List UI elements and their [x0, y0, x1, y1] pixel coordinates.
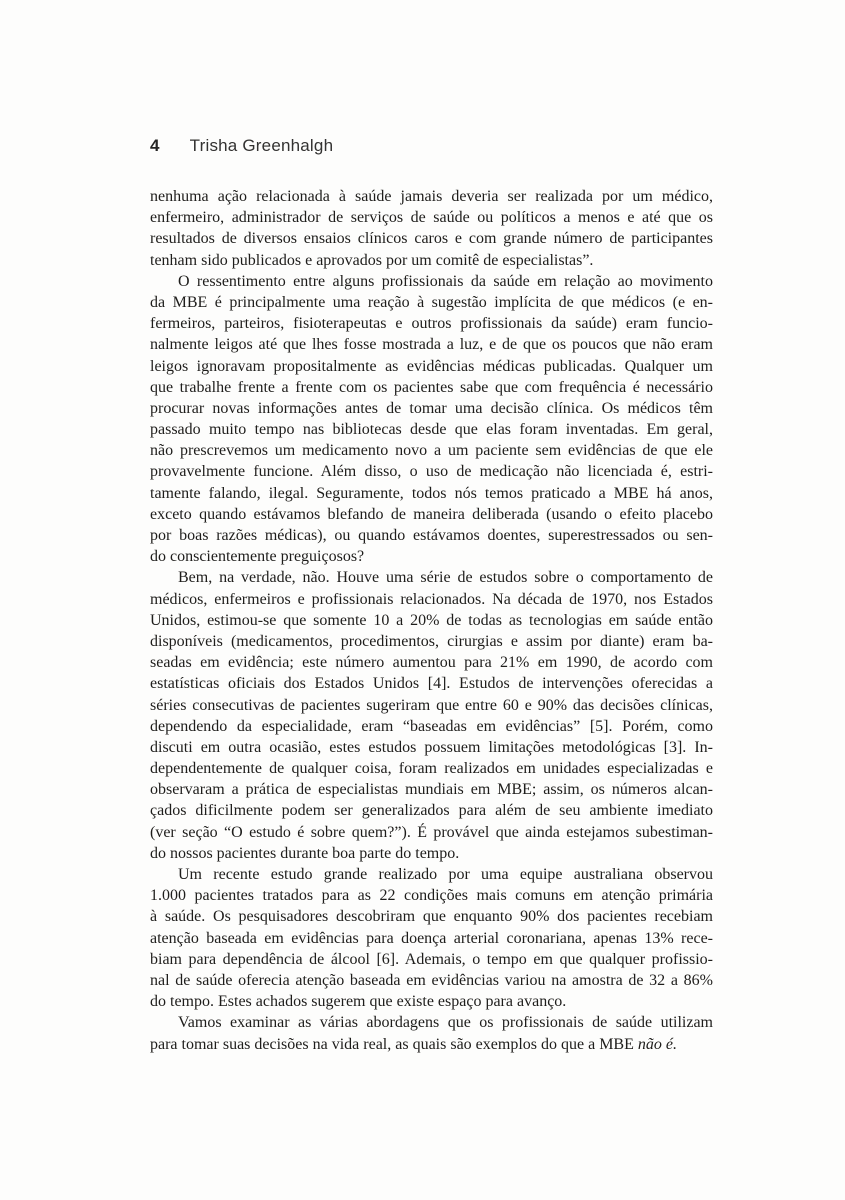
text-line — [150, 800, 713, 821]
text-line — [150, 186, 713, 207]
text-segment: O ressentimento entre alguns profissionais da saúde em relação ao movimento — [178, 272, 713, 290]
text-segment: séries consecutivas de pacientes sugeriram que entre 60 e 90% das decisões clínicas, — [150, 696, 713, 714]
text-segment: fermeiros, parteiros, fisioterapeutas e outros profissionais da saúde) eram funcio- — [150, 315, 713, 333]
text-line — [150, 207, 713, 228]
text-line — [150, 631, 713, 652]
italic-text: não é. — [637, 1035, 677, 1053]
page-header — [150, 136, 333, 156]
text-line — [150, 377, 713, 398]
text-line — [150, 356, 713, 377]
text-segment: tenham sido publicados e aprovados por um comitê de especialistas”. — [150, 251, 594, 269]
text-segment: que trabalhe frente a frente com os pacientes sabe que com frequência é necessário — [150, 378, 713, 396]
text-segment: seadas em evidência; este número aumentou para 21% em 1990, de acordo com — [150, 654, 713, 672]
text-line — [150, 1034, 713, 1055]
text-line — [150, 991, 713, 1012]
text-line — [150, 461, 713, 482]
text-segment: estatísticas oficiais dos Estados Unidos [4]. Estudos de intervenções oferecidas a — [150, 675, 713, 693]
text-line — [150, 228, 713, 249]
text-segment: do tempo. Estes achados sugerem que existe espaço para avanço. — [150, 993, 567, 1011]
text-line — [150, 589, 713, 610]
text-segment: passado muito tempo nas bibliotecas desde que elas foram inventadas. Em geral, — [150, 421, 713, 439]
text-line — [150, 652, 713, 673]
text-segment: exceto quando estávamos blefando de maneira deliberada (usando o efeito placebo — [150, 505, 713, 523]
text-line — [150, 313, 713, 334]
text-line — [150, 885, 713, 906]
text-line — [150, 843, 713, 864]
text-line — [150, 525, 713, 546]
text-segment: à saúde. Os pesquisadores descobriram que enquanto 90% dos pacientes recebiam — [150, 908, 713, 926]
text-line — [150, 716, 713, 737]
text-line — [150, 440, 713, 461]
text-segment: çados dificilmente podem ser generalizados para além de seu ambiente imediato — [150, 802, 713, 820]
text-segment: biam para dependência de álcool [6]. Ademais, o tempo em que qualquer profissio- — [150, 950, 713, 968]
text-segment: não prescrevemos um medicamento novo a um paciente sem evidências de que ele — [150, 442, 713, 460]
text-segment: (ver seção “O estudo é sobre quem?”). É provável que ainda estejamos subestiman- — [150, 823, 713, 841]
text-segment: do nossos pacientes durante boa parte do tempo. — [150, 844, 460, 862]
text-segment: Bem, na verdade, não. Houve uma série de estudos sobre o comportamento de — [178, 569, 713, 587]
text-line — [150, 970, 713, 991]
text-line — [150, 610, 713, 631]
paragraph — [150, 864, 713, 1012]
text-line — [150, 546, 713, 567]
text-segment: Unidos, estimou-se que somente 10 a 20% de todas as tecnologias em saúde então — [150, 611, 713, 629]
text-line — [150, 483, 713, 504]
text-segment: discuti em outra ocasião, estes estudos possuem limitações metodológicas [3]. In- — [150, 738, 713, 756]
text-line — [150, 928, 713, 949]
text-line — [150, 504, 713, 525]
text-line — [150, 779, 713, 800]
page-body — [150, 186, 713, 1055]
text-segment: médicos, enfermeiros e profissionais relacionados. Na década de 1970, nos Estados — [150, 590, 713, 608]
text-line — [150, 567, 713, 588]
text-segment: do conscientemente preguiçosos? — [150, 548, 365, 566]
paragraph — [150, 567, 713, 864]
text-segment: dependentemente de qualquer coisa, foram realizados em unidades especializadas e — [150, 760, 713, 778]
text-line — [150, 250, 713, 271]
text-segment: nal de saúde oferecia atenção baseada em evidências variou na amostra de 32 a 86% — [150, 971, 713, 989]
text-line — [150, 292, 713, 313]
paragraph — [150, 186, 713, 271]
text-segment: nenhuma ação relacionada à saúde jamais deveria ser realizada por um médico, — [150, 188, 713, 205]
text-line — [150, 758, 713, 779]
text-segment: 1.000 pacientes tratados para as 22 condições mais comuns em atenção primária — [150, 887, 713, 905]
text-segment: leigos ignoravam propositalmente as evidências médicas publicadas. Qualquer um — [150, 357, 713, 375]
text-line — [150, 906, 713, 927]
text-segment: resultados de diversos ensaios clínicos caros e com grande número de participantes — [150, 230, 713, 248]
text-line — [150, 398, 713, 419]
text-line — [150, 864, 713, 885]
paragraph — [150, 1012, 713, 1054]
text-segment: Um recente estudo grande realizado por uma equipe australiana observou — [178, 866, 713, 883]
text-line — [150, 271, 713, 292]
text-segment: procurar novas informações antes de tomar uma decisão clínica. Os médicos têm — [150, 399, 713, 417]
text-segment: nalmente leigos até que lhes fosse mostrada a luz, e de que os poucos que não eram — [150, 336, 713, 354]
text-segment: da MBE é principalmente uma reação à sugestão implícita de que médicos (e en- — [150, 293, 713, 311]
text-segment: para tomar suas decisões na vida real, as quais são exemplos do que a MBE — [150, 1035, 638, 1053]
text-segment: provavelmente funcione. Além disso, o uso de medicação não licenciada é, estri- — [150, 463, 713, 481]
running-title: Trisha Greenhalgh — [189, 136, 334, 155]
text-line — [150, 737, 713, 758]
text-line — [150, 822, 713, 843]
text-line — [150, 334, 713, 355]
paragraph — [150, 271, 713, 568]
text-segment: observaram a prática de especialistas mundiais em MBE; assim, os números alcan- — [150, 781, 713, 799]
text-segment: dependendo da especialidade, eram “baseadas em evidências” [5]. Porém, como — [150, 717, 713, 735]
text-segment: enfermeiro, administrador de serviços de saúde ou políticos a menos e até que os — [150, 209, 713, 227]
text-line — [150, 419, 713, 440]
text-segment: tamente falando, ilegal. Seguramente, todos nós temos praticado a MBE há anos, — [150, 484, 713, 502]
text-line — [150, 1012, 713, 1033]
text-segment: atenção baseada em evidências para doença arterial coronariana, apenas 13% rece- — [150, 929, 713, 947]
text-line — [150, 949, 713, 970]
text-segment: Vamos examinar as várias abordagens que os profissionais de saúde utilizam — [178, 1014, 713, 1032]
text-line — [150, 695, 713, 716]
page-number: 4 — [150, 136, 160, 155]
text-segment: por boas razões médicas), ou quando estávamos doentes, superestressados ou sen- — [150, 527, 713, 544]
text-line — [150, 673, 713, 694]
text-segment: disponíveis (medicamentos, procedimentos, cirurgias e assim por diante) eram ba- — [150, 632, 713, 650]
